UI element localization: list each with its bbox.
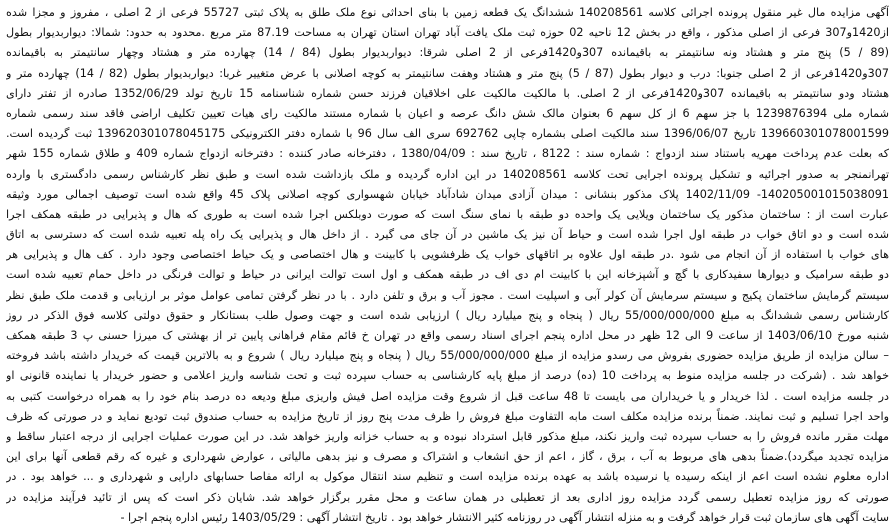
notice-line: هشتاد ودو سانتیمتر به باقیمانده 307و1420فرعی از 2 اصلی. با مالکیت مالکیت علی اخلاقیان فرزند حسن شماره شناسنامه 15 تاریخ تولد 1352/06/29 صادره از تفتر دارای — [6, 86, 889, 100]
notice-line: کارشناس رسمی ششدانگ به مبلغ 55/000/000/000 ریال ( پنجاه و پنج میلیارد ریال ) ارزیابی شده است و جهت وصول طلب بستانکار و حقوق دولتی کلاسه فوق الذکر در روز — [6, 308, 889, 322]
notice-line: 140205001015038091- 1402/11/09 پلاک مذکور بنشانی : میدان آزادی میدان شادآباد خیابان شهسواری کوچه اصلانی پلاک 45 واقع شده است توصیف اجمالی مورد وثیقه — [6, 187, 889, 201]
notice-line: شده است و دو اتاق خواب در طبقه اول اجرا شده است و حیاط آن نیز یک ماشین در آن جای می گیرد . از داخل هال و پذیرایی یک راه پله تعبیه شده است که دسترسی به اتاق — [6, 228, 889, 242]
notice-line: از1420و307 فرعی از اصلی مذکور ، واقع در بخش 12 ناحیه 02 حوزه ثبت ملک یافت آباد تهران استان تهران به مساحت 87.19 متر مربع .محدود به حدود: شمالا: دیواربدیوار بطول — [6, 26, 889, 40]
notice-line: سیستم گرمایش ساختمان پکیج و سیستم سرمایش آن کولر آبی و اسپلیت است . مجوز آب و برق و تلفن دارد . با در نظر گرفتن تمامی عوامل موثر بر ارزیابی و قدمت ملک طبق نظر — [6, 288, 889, 302]
notice-line: واحد اجرا تسلیم و ثبت نمایند. ضمناً برنده مزایده مکلف است مابه التفاوت مبلغ فروش را ظرف مدت پنج روز از تاریخ مزایده به حساب صندوق ثبت تودیع نماید و در صورتی که ظرف — [6, 409, 889, 423]
notice-line: های خواب با استفاده از آن انجام می شود .در طبقه اول علاوه بر اتاقهای خواب یک ظرفشویی با کابینت و هال اختصاصی و یک حیاط اختصاصی وجود دارد . کف هال و پذیرایی هر — [6, 248, 889, 262]
notice-line: 307و1420فرعی از 2 اصلی جنوبا: درب و دیوار بطول (87 / 5) پنج متر و هشتاد وهفت سانتیمتر به کوچه اصلانی با عرض متغییر غربا: دیواربدیوار بطول (82 / 14) چهارده متر و — [6, 66, 889, 80]
notice-line: خواهد شد . (شرکت در جلسه مزایده منوط به پرداخت 10 (ده) درصد از مبلغ پایه کارشناسی به حساب سپرده ثبت و تحت شناسه واریز اعلامی و حضور خریدار یا نماینده قانونی او — [6, 369, 889, 383]
notice-line: سایت آگهی های سازمان ثبت قرار خواهد گرفت و به منزله انتشار آگهی در روزنامه کثیر الانتشار خواهد بود . تاریخ انتشار آگهی : 1403/05/29 رئیس اداره پنجم اجرا - — [120, 510, 889, 524]
notice-line: دو طبقه سرامیک و دیوارها سفیدکاری با گچ و آشپزخانه این با کابینت ام دی اف در طبقه همکف و اول است توالت ایرانی در حیاط و توالت فرنگی در داخل حمام تعبیه شده است — [6, 268, 889, 282]
notice-line: اداره معلوم نشده است اعم از اینکه رسیده یا نرسیده باشد به عهده برنده مزایده است و تنظیم سند انتقال موکول به ارائه مفاصا حسابهای دارایی و شهرداری و ... خواهد بود . در — [6, 470, 889, 484]
notice-line: مهلت مقرر مانده فروش را به حساب سپرده ثبت واریز نکند، مبلغ مذکور قابل استرداد نبوده و به حساب خزانه واریز خواهد شد. در این صورت عملیات اجرایی از درجه اعتبار ساقط و — [6, 429, 889, 443]
notice-line: در جلسه مزایده است . لذا خریدار و یا خریداران می بایست تا 48 ساعت قبل از شروع وقت مزایده اصل فیش واریزی مبلغ ودیعه ده درصد بنام خود را به همراه درخواست کتبی به — [6, 389, 889, 403]
notice-line: شنبه مورخ 1403/06/10 از ساعت 9 الی 12 ظهر در محل اداره پنجم اجرای اسناد رسمی واقع در تهران خ قائم مقام فراهانی پایین تر از بهشتی ک میرزا حسنی پ 3 طبقه همکف — [6, 329, 889, 342]
notice-line: شماره ملی 1239876394 با جز سهم 6 از کل سهم 6 بعنوان مالک شش دانگ عرصه و اعیان با شماره مستند مالکیت رای هیات تعیین تکلیف اراضی فاقد سند رسمی شماره — [6, 106, 889, 120]
notice-line: تهرانمنجر به صدور اجرائیه و تشکیل پرونده اجرایی تحت کلاسه 140208561 در این اداره گردیده و ملک بازداشت شده است و طبق نظر کارشناس رسمی دادگستری با وارده — [6, 167, 889, 181]
notice-line: مزایده تجدید میگردد).ضمناً بدهی های مربوط به آب ، برق ، گاز ، اعم از حق انشعاب و اشتراک و مصرف و نیز بدهی مالیاتی ، عوارض شهرداری و غیره که رقم قطعی آنها برای این — [6, 450, 889, 464]
notice-line: که بعلت عدم پرداخت مهریه باستناد سند ازدواج : شماره سند : 8122 ، تاریخ سند : 1380/04/09 ، دفترخانه صادر کننده : دفترخانه ازدواج شماره 409 و طلاق شماره 155 شهر — [6, 147, 889, 161]
notice-line: 139660301078001599 تاریخ 1396/06/07 سند مالکیت اصلی بشماره چاپی 692762 سری الف سال 96 با شماره دفتر الکترونیکی 139620301078045175 ثبت گردیده است. — [6, 127, 889, 141]
notice-line: صورتی که روز مزایده تعطیل رسمی گردد مزایده روز اداری بعد از تعطیلی در همان ساعت و محل مقرر برگزار خواهد شد. شایان ذکر است که پس از تائید فرآیند مزایده در — [6, 490, 889, 504]
notice-line: – سالن مزایده از طریق مزایده حضوری بفروش می رسدو مزایده از مبلغ 55/000/000/000 ریال ( پنجاه و پنج میلیارد ریال ) شروع و به بالاترین قیمت که خریدار داشته باشد فروخته — [6, 349, 889, 363]
notice-line: آگهی مزایده مال غیر منقول پرونده اجرائی کلاسه 140208561 ششدانگ یک قطعه زمین با بنای احداثی نوع ملک طلق به پلاک ثبتی 55727 فرعی از 2 اصلی ، مفروز و مجزا شده — [6, 6, 889, 19]
notice-line: (89 / 5) پنج متر و هشتاد ونه سانتیمتر به باقیمانده 307و1420فرعی از 2 اصلی شرقا: دیواربدیوار بطول (84 / 14) چهارده متر و هشتاد وچهار سانتیمتر به باقیمانده — [6, 46, 889, 60]
notice-line: عبارت است از : ساختمان مذکور یک ساختمان ویلایی یک واحده دو طبقه با نمای سنگ است که صورت دوبلکس اجرا شده است به طوری که هال و پذیرایی در طبقه همکف اجرا — [6, 207, 889, 221]
